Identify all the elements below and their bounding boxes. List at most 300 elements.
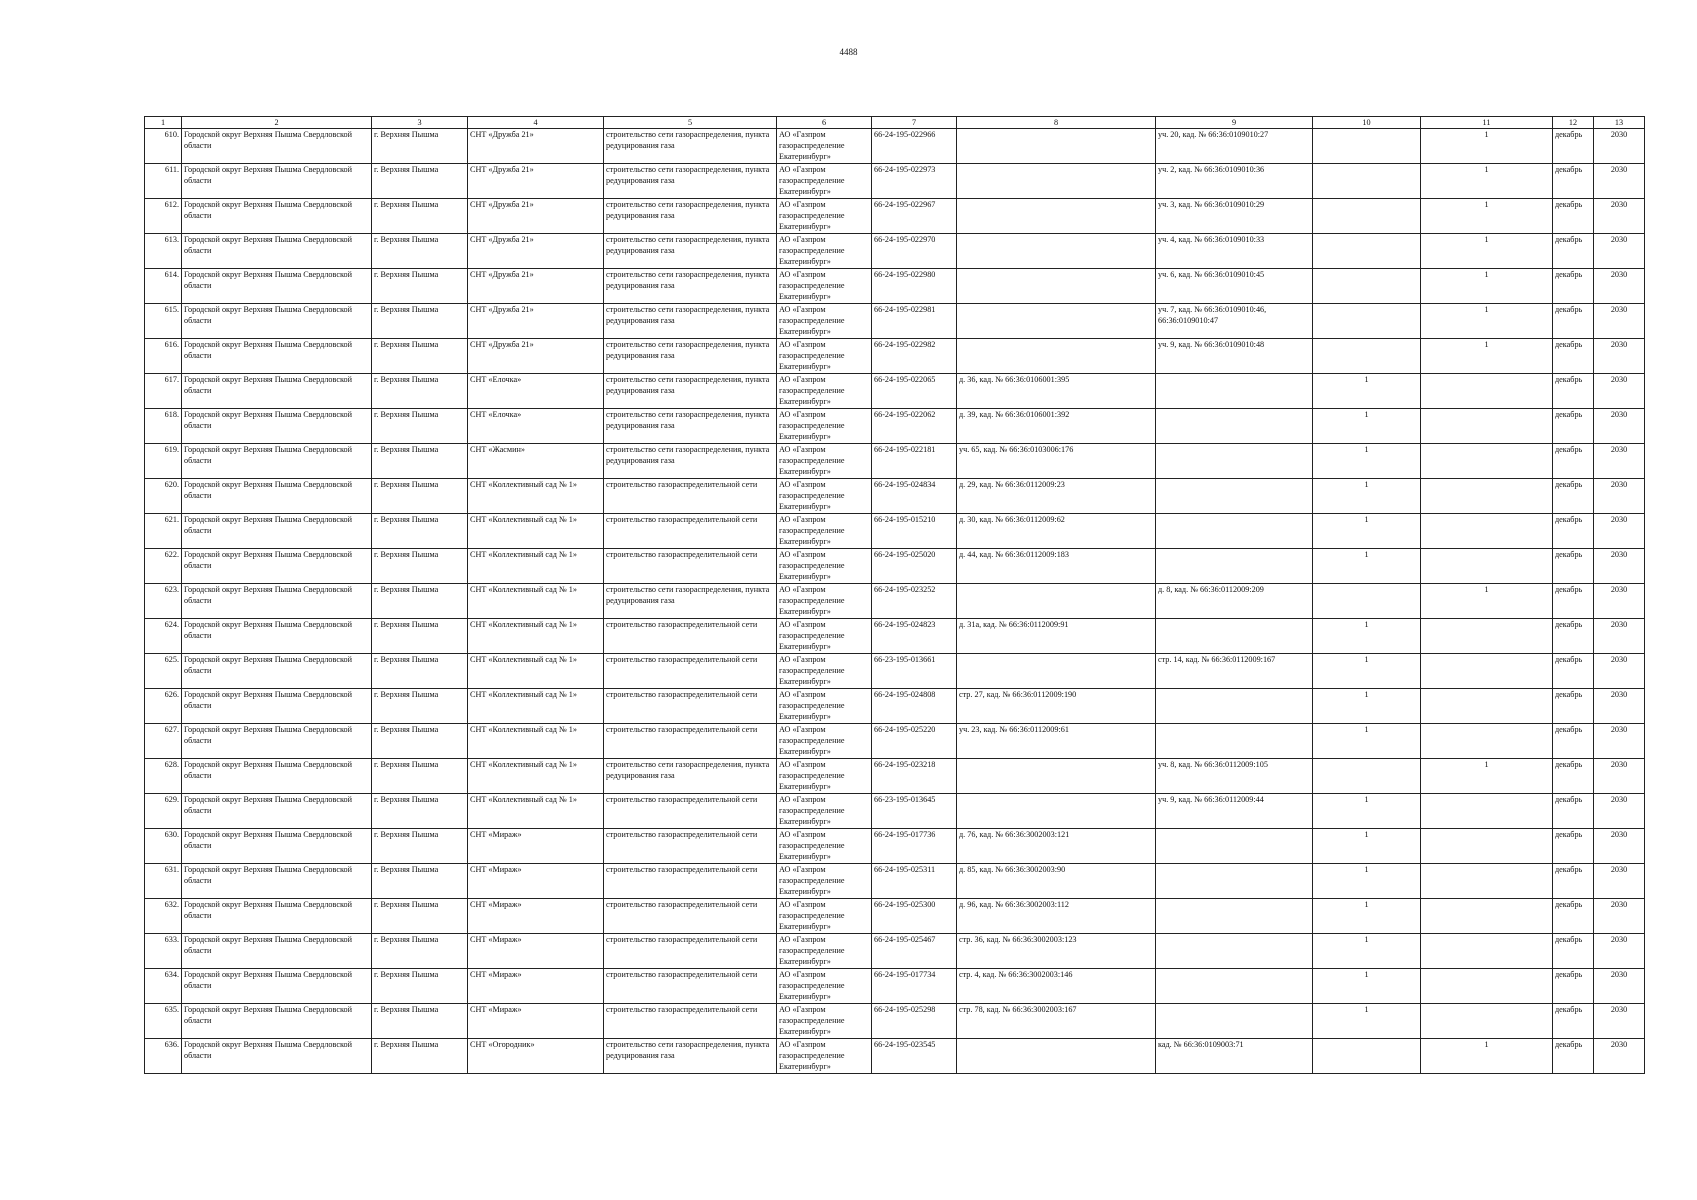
- district-cell: Городской округ Верхняя Пышма Свердловской области: [182, 269, 372, 304]
- year-cell: 2030: [1594, 549, 1645, 584]
- district-cell: Городской округ Верхняя Пышма Свердловской области: [182, 199, 372, 234]
- count-alt-cell: [1421, 899, 1553, 934]
- year-cell: 2030: [1594, 269, 1645, 304]
- locality-cell: г. Верхняя Пышма: [372, 1004, 468, 1039]
- operator-cell: АО «Газпром газораспределение Екатеринбург»: [777, 969, 872, 1004]
- year-cell: 2030: [1594, 969, 1645, 1004]
- snt-name-cell: СНТ «Дружба 21»: [468, 269, 604, 304]
- address-cell: д. 29, кад. № 66:36:0112009:23: [957, 479, 1156, 514]
- work-type-cell: строительство сети газораспределения, пункта редуцирования газа: [604, 444, 777, 479]
- month-cell: декабрь: [1553, 234, 1594, 269]
- table-row: [145, 934, 1645, 969]
- year-cell: 2030: [1594, 619, 1645, 654]
- application-code-cell: 66-24-195-025311: [872, 864, 957, 899]
- table-row: [145, 864, 1645, 899]
- snt-name-cell: СНТ «Коллективный сад № 1»: [468, 794, 604, 829]
- address-alt-cell: кад. № 66:36:0109003:71: [1156, 1039, 1313, 1074]
- operator-cell: АО «Газпром газораспределение Екатеринбург»: [777, 899, 872, 934]
- address-alt-cell: [1156, 619, 1313, 654]
- month-cell: декабрь: [1553, 689, 1594, 724]
- year-cell: 2030: [1594, 654, 1645, 689]
- address-alt-cell: [1156, 899, 1313, 934]
- row-number-cell: 634.: [145, 969, 182, 1004]
- locality-cell: г. Верхняя Пышма: [372, 129, 468, 164]
- operator-cell: АО «Газпром газораспределение Екатеринбург»: [777, 934, 872, 969]
- column-header: 5: [604, 117, 777, 129]
- count-cell: 1: [1313, 899, 1421, 934]
- count-cell: 1: [1313, 864, 1421, 899]
- row-number-cell: 620.: [145, 479, 182, 514]
- operator-cell: АО «Газпром газораспределение Екатеринбург»: [777, 444, 872, 479]
- district-cell: Городской округ Верхняя Пышма Свердловской области: [182, 304, 372, 339]
- locality-cell: г. Верхняя Пышма: [372, 514, 468, 549]
- table-row: [145, 269, 1645, 304]
- district-cell: Городской округ Верхняя Пышма Свердловской области: [182, 339, 372, 374]
- count-cell: 1: [1313, 549, 1421, 584]
- row-number-cell: 616.: [145, 339, 182, 374]
- year-cell: 2030: [1594, 829, 1645, 864]
- work-type-cell: строительство газораспределительной сети: [604, 514, 777, 549]
- count-alt-cell: 1: [1421, 759, 1553, 794]
- month-cell: декабрь: [1553, 794, 1594, 829]
- address-alt-cell: [1156, 444, 1313, 479]
- locality-cell: г. Верхняя Пышма: [372, 409, 468, 444]
- row-number-cell: 618.: [145, 409, 182, 444]
- address-cell: д. 85, кад. № 66:36:3002003:90: [957, 864, 1156, 899]
- month-cell: декабрь: [1553, 304, 1594, 339]
- snt-name-cell: СНТ «Коллективный сад № 1»: [468, 549, 604, 584]
- table-row: [145, 584, 1645, 619]
- snt-name-cell: СНТ «Мираж»: [468, 864, 604, 899]
- column-header: 6: [777, 117, 872, 129]
- row-number-cell: 636.: [145, 1039, 182, 1074]
- locality-cell: г. Верхняя Пышма: [372, 304, 468, 339]
- address-cell: [957, 199, 1156, 234]
- row-number-cell: 611.: [145, 164, 182, 199]
- district-cell: Городской округ Верхняя Пышма Свердловской области: [182, 374, 372, 409]
- work-type-cell: строительство газораспределительной сети: [604, 969, 777, 1004]
- address-alt-cell: [1156, 829, 1313, 864]
- count-cell: 1: [1313, 514, 1421, 549]
- count-alt-cell: [1421, 409, 1553, 444]
- row-number-cell: 610.: [145, 129, 182, 164]
- row-number-cell: 631.: [145, 864, 182, 899]
- count-alt-cell: 1: [1421, 339, 1553, 374]
- column-header: 12: [1553, 117, 1594, 129]
- application-code-cell: 66-24-195-022981: [872, 304, 957, 339]
- address-cell: д. 39, кад. № 66:36:0106001:392: [957, 409, 1156, 444]
- address-alt-cell: стр. 14, кад. № 66:36:0112009:167: [1156, 654, 1313, 689]
- application-code-cell: 66-24-195-024834: [872, 479, 957, 514]
- table-row: [145, 164, 1645, 199]
- row-number-cell: 615.: [145, 304, 182, 339]
- table-header: [145, 117, 1645, 129]
- work-type-cell: строительство сети газораспределения, пункта редуцирования газа: [604, 409, 777, 444]
- application-code-cell: 66-24-195-022181: [872, 444, 957, 479]
- count-cell: 1: [1313, 409, 1421, 444]
- application-code-cell: 66-24-195-025467: [872, 934, 957, 969]
- operator-cell: АО «Газпром газораспределение Екатеринбург»: [777, 479, 872, 514]
- count-alt-cell: 1: [1421, 1039, 1553, 1074]
- application-code-cell: 66-23-195-013645: [872, 794, 957, 829]
- district-cell: Городской округ Верхняя Пышма Свердловской области: [182, 829, 372, 864]
- month-cell: декабрь: [1553, 164, 1594, 199]
- row-number-cell: 623.: [145, 584, 182, 619]
- address-cell: уч. 23, кад. № 66:36:0112009:61: [957, 724, 1156, 759]
- count-cell: 1: [1313, 829, 1421, 864]
- work-type-cell: строительство сети газораспределения, пункта редуцирования газа: [604, 129, 777, 164]
- month-cell: декабрь: [1553, 724, 1594, 759]
- table-row: [145, 794, 1645, 829]
- address-alt-cell: уч. 4, кад. № 66:36:0109010:33: [1156, 234, 1313, 269]
- count-alt-cell: 1: [1421, 269, 1553, 304]
- snt-name-cell: СНТ «Дружба 21»: [468, 234, 604, 269]
- address-cell: [957, 584, 1156, 619]
- row-number-cell: 626.: [145, 689, 182, 724]
- operator-cell: АО «Газпром газораспределение Екатеринбург»: [777, 234, 872, 269]
- address-cell: [957, 654, 1156, 689]
- locality-cell: г. Верхняя Пышма: [372, 584, 468, 619]
- locality-cell: г. Верхняя Пышма: [372, 619, 468, 654]
- address-alt-cell: уч. 8, кад. № 66:36:0112009:105: [1156, 759, 1313, 794]
- year-cell: 2030: [1594, 759, 1645, 794]
- month-cell: декабрь: [1553, 409, 1594, 444]
- address-alt-cell: [1156, 514, 1313, 549]
- operator-cell: АО «Газпром газораспределение Екатеринбург»: [777, 654, 872, 689]
- year-cell: 2030: [1594, 724, 1645, 759]
- count-alt-cell: [1421, 689, 1553, 724]
- work-type-cell: строительство сети газораспределения, пункта редуцирования газа: [604, 374, 777, 409]
- year-cell: 2030: [1594, 479, 1645, 514]
- table-row: [145, 409, 1645, 444]
- address-cell: [957, 759, 1156, 794]
- work-type-cell: строительство сети газораспределения, пункта редуцирования газа: [604, 199, 777, 234]
- count-alt-cell: [1421, 969, 1553, 1004]
- snt-name-cell: СНТ «Мираж»: [468, 934, 604, 969]
- district-cell: Городской округ Верхняя Пышма Свердловской области: [182, 934, 372, 969]
- operator-cell: АО «Газпром газораспределение Екатеринбург»: [777, 129, 872, 164]
- month-cell: декабрь: [1553, 374, 1594, 409]
- snt-name-cell: СНТ «Коллективный сад № 1»: [468, 479, 604, 514]
- page-number: 4488: [839, 47, 858, 57]
- application-code-cell: 66-24-195-022970: [872, 234, 957, 269]
- address-cell: стр. 27, кад. № 66:36:0112009:190: [957, 689, 1156, 724]
- year-cell: 2030: [1594, 1039, 1645, 1074]
- column-header: 1: [145, 117, 182, 129]
- work-type-cell: строительство сети газораспределения, пункта редуцирования газа: [604, 759, 777, 794]
- table-row: [145, 304, 1645, 339]
- address-cell: стр. 4, кад. № 66:36:3002003:146: [957, 969, 1156, 1004]
- locality-cell: г. Верхняя Пышма: [372, 549, 468, 584]
- year-cell: 2030: [1594, 164, 1645, 199]
- column-header: 9: [1156, 117, 1313, 129]
- operator-cell: АО «Газпром газораспределение Екатеринбург»: [777, 549, 872, 584]
- operator-cell: АО «Газпром газораспределение Екатеринбург»: [777, 724, 872, 759]
- year-cell: 2030: [1594, 794, 1645, 829]
- count-cell: [1313, 234, 1421, 269]
- application-code-cell: 66-24-195-015210: [872, 514, 957, 549]
- district-cell: Городской округ Верхняя Пышма Свердловской области: [182, 619, 372, 654]
- table-row: [145, 444, 1645, 479]
- table-row: [145, 199, 1645, 234]
- operator-cell: АО «Газпром газораспределение Екатеринбург»: [777, 794, 872, 829]
- count-cell: [1313, 304, 1421, 339]
- work-type-cell: строительство сети газораспределения, пункта редуцирования газа: [604, 584, 777, 619]
- operator-cell: АО «Газпром газораспределение Екатеринбург»: [777, 864, 872, 899]
- count-alt-cell: 1: [1421, 164, 1553, 199]
- operator-cell: АО «Газпром газораспределение Екатеринбург»: [777, 409, 872, 444]
- application-code-cell: 66-24-195-025298: [872, 1004, 957, 1039]
- address-alt-cell: [1156, 934, 1313, 969]
- application-code-cell: 66-24-195-023252: [872, 584, 957, 619]
- operator-cell: АО «Газпром газораспределение Екатеринбург»: [777, 759, 872, 794]
- row-number-cell: 613.: [145, 234, 182, 269]
- count-cell: 1: [1313, 724, 1421, 759]
- month-cell: декабрь: [1553, 899, 1594, 934]
- month-cell: декабрь: [1553, 549, 1594, 584]
- table-row: [145, 1039, 1645, 1074]
- count-cell: [1313, 1039, 1421, 1074]
- address-alt-cell: уч. 20, кад. № 66:36:0109010:27: [1156, 129, 1313, 164]
- table-row: [145, 374, 1645, 409]
- snt-name-cell: СНТ «Мираж»: [468, 899, 604, 934]
- snt-name-cell: СНТ «Коллективный сад № 1»: [468, 514, 604, 549]
- district-cell: Городской округ Верхняя Пышма Свердловской области: [182, 129, 372, 164]
- district-cell: Городской округ Верхняя Пышма Свердловской области: [182, 969, 372, 1004]
- table-row: [145, 724, 1645, 759]
- operator-cell: АО «Газпром газораспределение Екатеринбург»: [777, 689, 872, 724]
- address-cell: [957, 234, 1156, 269]
- application-code-cell: 66-24-195-025220: [872, 724, 957, 759]
- count-alt-cell: 1: [1421, 234, 1553, 269]
- count-alt-cell: 1: [1421, 199, 1553, 234]
- work-type-cell: строительство газораспределительной сети: [604, 794, 777, 829]
- count-cell: [1313, 759, 1421, 794]
- locality-cell: г. Верхняя Пышма: [372, 339, 468, 374]
- operator-cell: АО «Газпром газораспределение Екатеринбург»: [777, 304, 872, 339]
- address-alt-cell: уч. 7, кад. № 66:36:0109010:46, 66:36:0109010:47: [1156, 304, 1313, 339]
- table-row: [145, 829, 1645, 864]
- month-cell: декабрь: [1553, 864, 1594, 899]
- snt-name-cell: СНТ «Мираж»: [468, 1004, 604, 1039]
- snt-name-cell: СНТ «Жасмин»: [468, 444, 604, 479]
- column-header: 3: [372, 117, 468, 129]
- work-type-cell: строительство газораспределительной сети: [604, 619, 777, 654]
- district-cell: Городской округ Верхняя Пышма Свердловской области: [182, 549, 372, 584]
- operator-cell: АО «Газпром газораспределение Екатеринбург»: [777, 619, 872, 654]
- work-type-cell: строительство газораспределительной сети: [604, 689, 777, 724]
- address-alt-cell: [1156, 374, 1313, 409]
- column-header: 7: [872, 117, 957, 129]
- locality-cell: г. Верхняя Пышма: [372, 689, 468, 724]
- locality-cell: г. Верхняя Пышма: [372, 1039, 468, 1074]
- snt-name-cell: СНТ «Коллективный сад № 1»: [468, 689, 604, 724]
- row-number-cell: 635.: [145, 1004, 182, 1039]
- district-cell: Городской округ Верхняя Пышма Свердловской области: [182, 409, 372, 444]
- address-alt-cell: уч. 9, кад. № 66:36:0112009:44: [1156, 794, 1313, 829]
- address-cell: [957, 164, 1156, 199]
- count-alt-cell: [1421, 444, 1553, 479]
- year-cell: 2030: [1594, 409, 1645, 444]
- count-alt-cell: 1: [1421, 584, 1553, 619]
- table-row: [145, 514, 1645, 549]
- year-cell: 2030: [1594, 444, 1645, 479]
- work-type-cell: строительство газораспределительной сети: [604, 549, 777, 584]
- application-code-cell: 66-24-195-024808: [872, 689, 957, 724]
- work-type-cell: строительство газораспределительной сети: [604, 1004, 777, 1039]
- row-number-cell: 621.: [145, 514, 182, 549]
- district-cell: Городской округ Верхняя Пышма Свердловской области: [182, 899, 372, 934]
- work-type-cell: строительство газораспределительной сети: [604, 864, 777, 899]
- district-cell: Городской округ Верхняя Пышма Свердловской области: [182, 864, 372, 899]
- application-code-cell: 66-24-195-022982: [872, 339, 957, 374]
- locality-cell: г. Верхняя Пышма: [372, 934, 468, 969]
- address-alt-cell: [1156, 409, 1313, 444]
- column-header: 11: [1421, 117, 1553, 129]
- snt-name-cell: СНТ «Мираж»: [468, 829, 604, 864]
- address-alt-cell: уч. 3, кад. № 66:36:0109010:29: [1156, 199, 1313, 234]
- column-header: 4: [468, 117, 604, 129]
- count-alt-cell: [1421, 829, 1553, 864]
- application-code-cell: 66-24-195-017736: [872, 829, 957, 864]
- month-cell: декабрь: [1553, 934, 1594, 969]
- locality-cell: г. Верхняя Пышма: [372, 234, 468, 269]
- application-code-cell: 66-24-195-025300: [872, 899, 957, 934]
- snt-name-cell: СНТ «Дружба 21»: [468, 304, 604, 339]
- month-cell: декабрь: [1553, 444, 1594, 479]
- district-cell: Городской округ Верхняя Пышма Свердловской области: [182, 479, 372, 514]
- address-cell: [957, 1039, 1156, 1074]
- count-cell: [1313, 584, 1421, 619]
- month-cell: декабрь: [1553, 269, 1594, 304]
- district-cell: Городской округ Верхняя Пышма Свердловской области: [182, 724, 372, 759]
- count-cell: [1313, 269, 1421, 304]
- count-alt-cell: [1421, 514, 1553, 549]
- count-cell: [1313, 199, 1421, 234]
- count-cell: 1: [1313, 969, 1421, 1004]
- column-header: 10: [1313, 117, 1421, 129]
- month-cell: декабрь: [1553, 759, 1594, 794]
- district-cell: Городской округ Верхняя Пышма Свердловской области: [182, 234, 372, 269]
- address-alt-cell: [1156, 1004, 1313, 1039]
- month-cell: декабрь: [1553, 514, 1594, 549]
- count-alt-cell: [1421, 479, 1553, 514]
- column-number-row: [145, 117, 1645, 129]
- district-cell: Городской округ Верхняя Пышма Свердловской области: [182, 584, 372, 619]
- locality-cell: г. Верхняя Пышма: [372, 269, 468, 304]
- column-header: 8: [957, 117, 1156, 129]
- count-alt-cell: [1421, 934, 1553, 969]
- operator-cell: АО «Газпром газораспределение Екатеринбург»: [777, 164, 872, 199]
- address-alt-cell: уч. 2, кад. № 66:36:0109010:36: [1156, 164, 1313, 199]
- work-type-cell: строительство сети газораспределения, пункта редуцирования газа: [604, 164, 777, 199]
- count-cell: 1: [1313, 654, 1421, 689]
- address-cell: д. 30, кад. № 66:36:0112009:62: [957, 514, 1156, 549]
- snt-name-cell: СНТ «Дружба 21»: [468, 164, 604, 199]
- snt-name-cell: СНТ «Дружба 21»: [468, 199, 604, 234]
- snt-name-cell: СНТ «Коллективный сад № 1»: [468, 759, 604, 794]
- work-type-cell: строительство газораспределительной сети: [604, 654, 777, 689]
- address-alt-cell: уч. 9, кад. № 66:36:0109010:48: [1156, 339, 1313, 374]
- application-code-cell: 66-24-195-022973: [872, 164, 957, 199]
- count-alt-cell: [1421, 654, 1553, 689]
- year-cell: 2030: [1594, 689, 1645, 724]
- locality-cell: г. Верхняя Пышма: [372, 479, 468, 514]
- locality-cell: г. Верхняя Пышма: [372, 794, 468, 829]
- work-type-cell: строительство сети газораспределения, пункта редуцирования газа: [604, 339, 777, 374]
- district-cell: Городской округ Верхняя Пышма Свердловской области: [182, 164, 372, 199]
- snt-name-cell: СНТ «Елочка»: [468, 374, 604, 409]
- count-alt-cell: [1421, 374, 1553, 409]
- work-type-cell: строительство газораспределительной сети: [604, 934, 777, 969]
- table-body: [145, 129, 1645, 1074]
- operator-cell: АО «Газпром газораспределение Екатеринбург»: [777, 584, 872, 619]
- year-cell: 2030: [1594, 899, 1645, 934]
- table-row: [145, 969, 1645, 1004]
- row-number-cell: 612.: [145, 199, 182, 234]
- locality-cell: г. Верхняя Пышма: [372, 444, 468, 479]
- count-cell: 1: [1313, 1004, 1421, 1039]
- month-cell: декабрь: [1553, 479, 1594, 514]
- address-cell: д. 76, кад. № 66:36:3002003:121: [957, 829, 1156, 864]
- count-cell: 1: [1313, 934, 1421, 969]
- address-cell: стр. 36, кад. № 66:36:3002003:123: [957, 934, 1156, 969]
- month-cell: декабрь: [1553, 619, 1594, 654]
- snt-name-cell: СНТ «Огородник»: [468, 1039, 604, 1074]
- count-cell: [1313, 164, 1421, 199]
- table-row: [145, 549, 1645, 584]
- column-header: 2: [182, 117, 372, 129]
- table-row: [145, 759, 1645, 794]
- month-cell: декабрь: [1553, 339, 1594, 374]
- application-code-cell: 66-24-195-017734: [872, 969, 957, 1004]
- application-code-cell: 66-24-195-023218: [872, 759, 957, 794]
- district-cell: Городской округ Верхняя Пышма Свердловской области: [182, 514, 372, 549]
- month-cell: декабрь: [1553, 1004, 1594, 1039]
- month-cell: декабрь: [1553, 584, 1594, 619]
- row-number-cell: 624.: [145, 619, 182, 654]
- snt-name-cell: СНТ «Коллективный сад № 1»: [468, 724, 604, 759]
- table-row: [145, 689, 1645, 724]
- year-cell: 2030: [1594, 1004, 1645, 1039]
- work-type-cell: строительство сети газораспределения, пункта редуцирования газа: [604, 1039, 777, 1074]
- address-cell: д. 36, кад. № 66:36:0106001:395: [957, 374, 1156, 409]
- count-alt-cell: [1421, 864, 1553, 899]
- row-number-cell: 633.: [145, 934, 182, 969]
- operator-cell: АО «Газпром газораспределение Екатеринбург»: [777, 1004, 872, 1039]
- year-cell: 2030: [1594, 864, 1645, 899]
- year-cell: 2030: [1594, 339, 1645, 374]
- month-cell: декабрь: [1553, 654, 1594, 689]
- address-alt-cell: уч. 6, кад. № 66:36:0109010:45: [1156, 269, 1313, 304]
- month-cell: декабрь: [1553, 1039, 1594, 1074]
- address-alt-cell: [1156, 969, 1313, 1004]
- table-row: [145, 654, 1645, 689]
- locality-cell: г. Верхняя Пышма: [372, 899, 468, 934]
- count-cell: 1: [1313, 794, 1421, 829]
- work-type-cell: строительство сети газораспределения, пункта редуцирования газа: [604, 269, 777, 304]
- count-cell: 1: [1313, 619, 1421, 654]
- operator-cell: АО «Газпром газораспределение Екатеринбург»: [777, 1039, 872, 1074]
- year-cell: 2030: [1594, 304, 1645, 339]
- address-alt-cell: [1156, 864, 1313, 899]
- count-alt-cell: [1421, 549, 1553, 584]
- year-cell: 2030: [1594, 584, 1645, 619]
- work-type-cell: строительство газораспределительной сети: [604, 479, 777, 514]
- row-number-cell: 627.: [145, 724, 182, 759]
- district-cell: Городской округ Верхняя Пышма Свердловской области: [182, 689, 372, 724]
- table-row: [145, 899, 1645, 934]
